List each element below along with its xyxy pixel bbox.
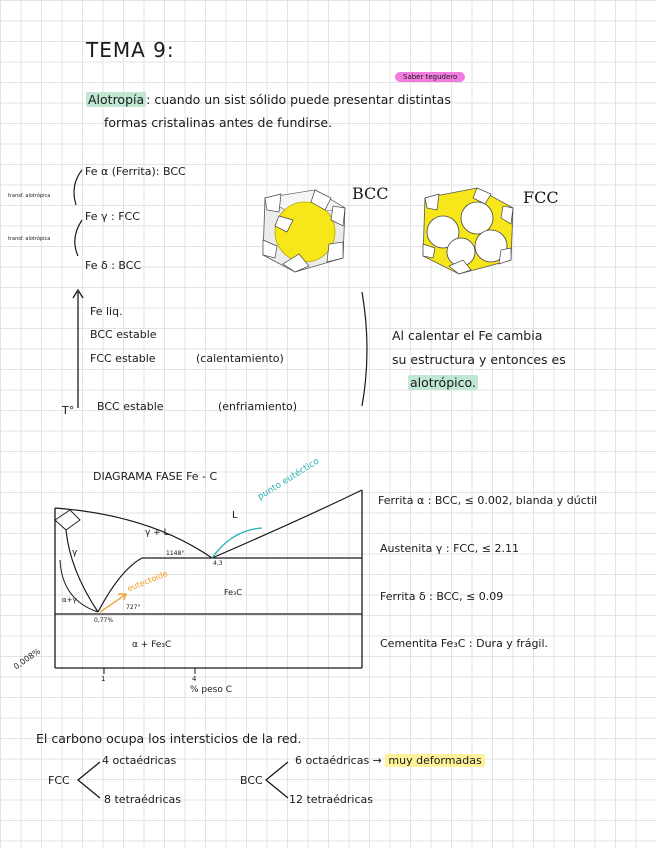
fcc-label: FCC bbox=[523, 188, 559, 207]
seq-fcc-stable: FCC estable bbox=[90, 352, 156, 365]
allotropy-line-2: formas cristalinas antes de fundirse. bbox=[104, 115, 333, 130]
eutectic-annotation: punto eutéctico bbox=[256, 456, 322, 503]
legend-ferrita-delta: Ferrita δ : BCC, ≤ 0.09 bbox=[380, 590, 504, 603]
tick-label-4: 4 bbox=[192, 675, 197, 683]
note-line-1: Al calentar el Fe cambia bbox=[392, 328, 543, 343]
phase-alpha: Fe α (Ferrita): BCC bbox=[85, 165, 186, 178]
legend-ferrita-alpha: Ferrita α : BCC, ≤ 0.002, blanda y dúctil bbox=[378, 494, 598, 507]
bcc-label: BCC bbox=[352, 184, 389, 203]
seq-bcc-note: (enfriamiento) bbox=[218, 400, 298, 413]
region-liquid: L bbox=[232, 510, 238, 521]
region-gamma-liquid: γ + L bbox=[145, 528, 169, 538]
low-carbon-label: 0,008% bbox=[12, 646, 43, 672]
fcc-octahedral: 4 octaédricas bbox=[102, 754, 177, 767]
note-line-2: su estructura y entonces es bbox=[392, 352, 566, 367]
region-alpha-gamma: α+γ bbox=[62, 596, 77, 604]
x-axis-label: % peso C bbox=[190, 685, 233, 695]
diagram-title: DIAGRAMA FASE Fe - C bbox=[93, 470, 218, 483]
carbon-text: El carbono ocupa los intersticios de la red. bbox=[36, 731, 302, 746]
bcc-tetrahedral: 12 tetraédricas bbox=[289, 793, 373, 806]
region-gamma: γ bbox=[72, 548, 78, 558]
eutectoid-carbon: 0,77% bbox=[94, 617, 114, 624]
allotropy-term: Alotropía bbox=[88, 92, 145, 107]
transf-label-2: transf. alotrópica bbox=[8, 236, 51, 242]
eutectoid-temp: 727° bbox=[126, 604, 141, 611]
fcc-side-label: FCC bbox=[48, 774, 70, 787]
page-title: TEMA 9: bbox=[86, 38, 175, 62]
eutectoid-annotation: eutectoide bbox=[126, 569, 169, 594]
legend-austenita: Austenita γ : FCC, ≤ 2.11 bbox=[380, 542, 519, 555]
bcc-octahedral: 6 octaédricas → bbox=[295, 754, 382, 767]
eutectic-carbon: 4,3 bbox=[213, 560, 223, 567]
region-alpha-fe3c: α + Fe₃C bbox=[132, 640, 172, 650]
seq-bcc-stable: BCC estable bbox=[90, 328, 157, 341]
temp-axis-label: T° bbox=[62, 404, 75, 417]
allotropy-definition: : cuando un sist sólido puede presentar distintas bbox=[146, 92, 451, 107]
region-fe3c: Fe₃C bbox=[224, 588, 242, 597]
phase-gamma: Fe γ : FCC bbox=[85, 210, 140, 223]
bcc-octahedral-note: muy deformadas bbox=[385, 754, 484, 767]
legend-cementita: Cementita Fe₃C : Dura y frágil. bbox=[380, 637, 549, 650]
seq-liquid: Fe liq. bbox=[90, 305, 123, 318]
transf-label-1: transf. alotrópica bbox=[8, 193, 51, 199]
fcc-tetrahedral: 8 tetraédricas bbox=[104, 793, 181, 806]
tag-label: Saber tegudero bbox=[395, 72, 465, 82]
bcc-side-label: BCC bbox=[240, 774, 263, 787]
phase-delta: Fe δ : BCC bbox=[85, 259, 142, 272]
note-highlight: alotrópico. bbox=[410, 375, 476, 390]
seq-bcc-stable-cool: BCC estable bbox=[97, 400, 164, 413]
seq-fcc-note: (calentamiento) bbox=[196, 352, 284, 365]
tick-label-1: 1 bbox=[101, 675, 106, 683]
eutectic-temp: 1148° bbox=[166, 550, 185, 557]
